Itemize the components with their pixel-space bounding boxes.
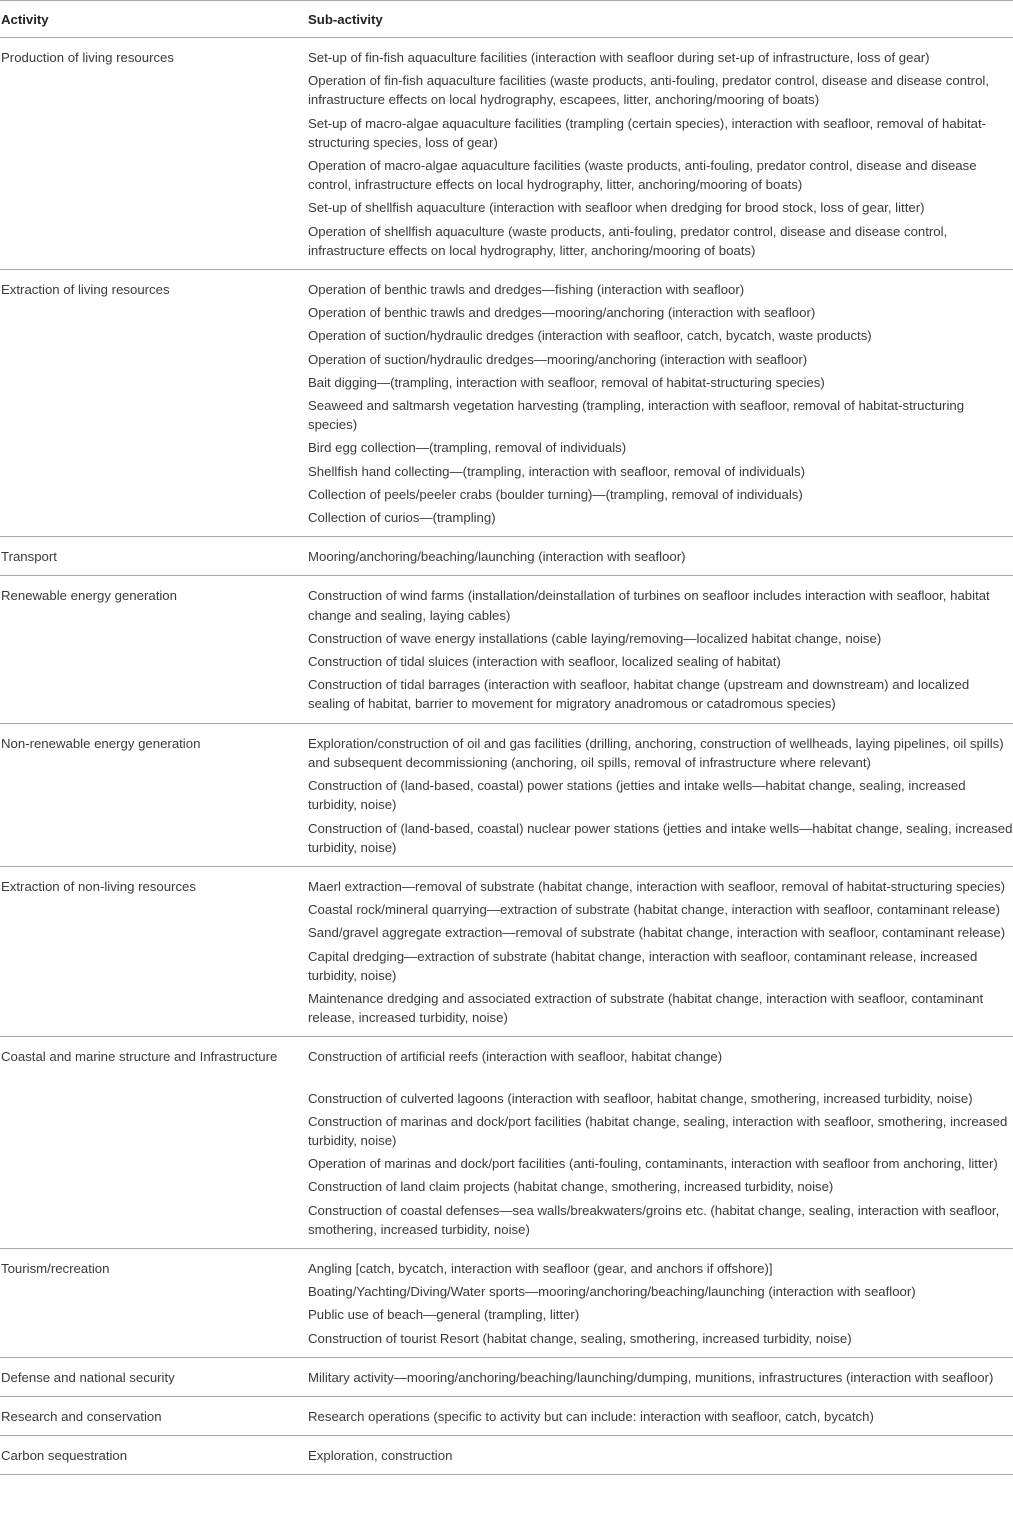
sub-activity-item: Operation of fin-fish aquaculture facilities (waste products, anti-fouling, predator control, disease and disease control, infrastructure effects on local hydrography, escapees, litter, anchoring/mooring of boats): [308, 73, 989, 108]
sub-activity-item: Maintenance dredging and associated extraction of substrate (habitat change, interaction with seafloor, contaminant release, increased turbidity, noise): [308, 990, 984, 1026]
sub-activity-cell: [308, 1037, 1013, 1249]
sub-activity-item: Shellfish hand collecting—(trampling, interaction with seafloor, removal of individuals): [308, 463, 805, 479]
activity-cell: Research and conservation: [1, 1408, 162, 1424]
sub-activity-item: Operation of benthic trawls and dredges—fishing (interaction with seafloor): [308, 282, 745, 298]
sub-activity-cell: [308, 723, 1013, 866]
sub-activity-item: Public use of beach—general (trampling, litter): [308, 1307, 580, 1323]
sub-activity-item: Bird egg collection—(trampling, removal of individuals): [308, 440, 627, 456]
activity-cell: Coastal and marine structure and Infrastructure: [1, 1049, 278, 1065]
sub-activity-item: Construction of wind farms (installation/deinstallation of turbines on seafloor includes interaction with seafloor, habitat change and sealing, laying cables): [308, 588, 990, 623]
sub-activity-item: Bait digging—(trampling, interaction with seafloor, removal of habitat-structuring species): [308, 374, 825, 390]
sub-activity-item: Operation of benthic trawls and dredges—mooring/anchoring (interaction with seafloor): [308, 305, 816, 321]
sub-activity-cell: [308, 1396, 1013, 1435]
sub-activity-cell: [308, 1357, 1013, 1396]
sub-activity-item: Maerl extraction—removal of substrate (habitat change, interaction with seafloor, removal of habitat-structuring species): [308, 878, 1006, 894]
sub-activity-item: Exploration/construction of oil and gas facilities (drilling, anchoring, construction of wellheads, laying pipelines, oil spills) and subsequent decommissioning (anchoring, oil spills, removal of infrastructure where relevant): [308, 735, 1004, 770]
sub-activity-item: Operation of suction/hydraulic dredges (interaction with seafloor, catch, bycatch, waste products): [308, 328, 872, 344]
sub-activity-item: Set-up of fin-fish aquaculture facilities (interaction with seafloor during set-up of infrastructure, loss of gear): [308, 50, 930, 65]
sub-activity-item: Angling [catch, bycatch, interaction with seafloor (gear, and anchors if offshore)]: [308, 1260, 773, 1276]
table-row: [0, 866, 1013, 1036]
activity-cell: Production of living resources: [1, 50, 174, 65]
sub-activity-item: Construction of marinas and dock/port facilities (habitat change, sealing, interaction with seafloor, smothering, increased turbidity, noise): [308, 1113, 1008, 1148]
sub-activity-cell: [308, 1436, 1013, 1475]
table-row: [0, 1357, 1013, 1396]
sub-activity-item: Sand/gravel aggregate extraction—removal of substrate (habitat change, interaction with seafloor, contaminant release): [308, 925, 1006, 941]
sub-activity-item: Set-up of macro-algae aquaculture facilities (trampling (certain species), interaction with seafloor, removal of habitat-structuring species, loss of gear): [308, 115, 987, 150]
activity-cell: Extraction of living resources: [1, 282, 170, 298]
table-row: [0, 1396, 1013, 1435]
activity-cell: Renewable energy generation: [1, 588, 177, 604]
sub-activity-item: Military activity—mooring/anchoring/beaching/launching/dumping, munitions, infrastructures (interaction with seafloor): [308, 1369, 994, 1385]
sub-activity-item: Operation of suction/hydraulic dredges—mooring/anchoring (interaction with seafloor): [308, 351, 808, 367]
sub-activity-cell: [308, 537, 1013, 576]
sub-activity-cell: [308, 576, 1013, 723]
sub-activity-item: Operation of shellfish aquaculture (waste products, anti-fouling, predator control, disease and disease control, infrastructure effects on local hydrography, litter, anchoring/mooring of boats): [308, 223, 948, 258]
sub-activity-item: Construction of coastal defenses—sea walls/breakwaters/groins etc. (habitat change, sealing, interaction with seafloor, smothering, increased turbidity, noise): [308, 1202, 1000, 1237]
sub-activity-cell: [308, 866, 1013, 1036]
sub-activity-cell: [308, 38, 1013, 270]
sub-activity-item: Construction of tidal barrages (interaction with seafloor, habitat change (upstream and downstream) and localized sealing of habitat, barrier to movement for migratory anadromous or catadromous species): [308, 677, 970, 712]
activity-cell: Defense and national security: [1, 1369, 175, 1385]
sub-activity-item: Construction of wave energy installations (cable laying/removing—localized habitat change, noise): [308, 630, 882, 646]
table-row: [0, 1037, 1013, 1249]
table-body: [0, 38, 1013, 1475]
sub-activity-item: Research operations (specific to activity but can include: interaction with seafloor, catch, bycatch): [308, 1408, 874, 1424]
sub-activity-item: Set-up of shellfish aquaculture (interaction with seafloor when dredging for brood stock, loss of gear, litter): [308, 200, 925, 216]
activity-cell: Extraction of non-living resources: [1, 878, 196, 894]
sub-activity-cell: [308, 1248, 1013, 1357]
sub-activity-item: Seaweed and saltmarsh vegetation harvesting (trampling, interaction with seafloor, removal of habitat-structuring species): [308, 398, 965, 433]
table-row: [0, 270, 1013, 537]
sub-activity-cell: [308, 270, 1013, 537]
sub-activity-item: Exploration, construction: [308, 1448, 453, 1464]
activity-cell: Transport: [1, 549, 57, 565]
sub-activity-item: Collection of peels/peeler crabs (boulder turning)—(trampling, removal of individuals): [308, 486, 803, 502]
sub-activity-item: Construction of artificial reefs (interaction with seafloor, habitat change): [308, 1049, 723, 1065]
sub-activity-item: Construction of (land-based, coastal) power stations (jetties and intake wells—habitat change, sealing, increased turbidity, noise): [308, 778, 966, 813]
sub-activity-item: Operation of marinas and dock/port facilities (anti-fouling, contaminants, interaction with seafloor from anchoring, litter): [308, 1156, 998, 1172]
activity-cell: Carbon sequestration: [1, 1448, 128, 1464]
sub-activity-item: Mooring/anchoring/beaching/launching (interaction with seafloor): [308, 549, 686, 565]
table-row: [0, 38, 1013, 270]
sub-activity-item: Boating/Yachting/Diving/Water sports—mooring/anchoring/beaching/launching (interaction with seafloor): [308, 1284, 916, 1300]
activity-cell: Tourism/recreation: [1, 1260, 110, 1276]
sub-activity-item: Collection of curios—(trampling): [308, 510, 496, 526]
sub-activity-item: Capital dredging—extraction of substrate (habitat change, interaction with seafloor, contaminant release, increased turbidity, noise): [308, 948, 978, 983]
table-row: [0, 1248, 1013, 1357]
activity-cell: Non-renewable energy generation: [1, 735, 201, 751]
table-row: [0, 537, 1013, 576]
sub-activity-item: Construction of culverted lagoons (interaction with seafloor, habitat change, smothering, increased turbidity, noise): [308, 1090, 973, 1106]
sub-activity-item: Construction of (land-based, coastal) nuclear power stations (jetties and intake wells—habitat change, sealing, increased turbidity, noise): [308, 820, 1013, 855]
column-header-sub-activity: Sub-activity: [308, 11, 383, 27]
sub-activity-item: Construction of tourist Resort (habitat change, sealing, smothering, increased turbidity, noise): [308, 1330, 852, 1346]
table-row: [0, 1436, 1013, 1475]
table-row: [0, 723, 1013, 866]
table-row: [0, 576, 1013, 723]
table-header-row: [0, 1, 1013, 38]
sub-activity-item: Construction of tidal sluices (interaction with seafloor, localized sealing of habitat): [308, 654, 781, 670]
sub-activity-item: Operation of macro-algae aquaculture facilities (waste products, anti-fouling, predator control, disease and disease control, infrastructure effects on local hydrography, litter, anchoring/mooring of boats): [308, 158, 977, 193]
column-header-activity: Activity: [1, 11, 49, 27]
sub-activity-item: Construction of land claim projects (habitat change, smothering, increased turbidity, noise): [308, 1179, 834, 1195]
sub-activity-item: Coastal rock/mineral quarrying—extraction of substrate (habitat change, interaction with seafloor, contaminant release): [308, 902, 1000, 918]
